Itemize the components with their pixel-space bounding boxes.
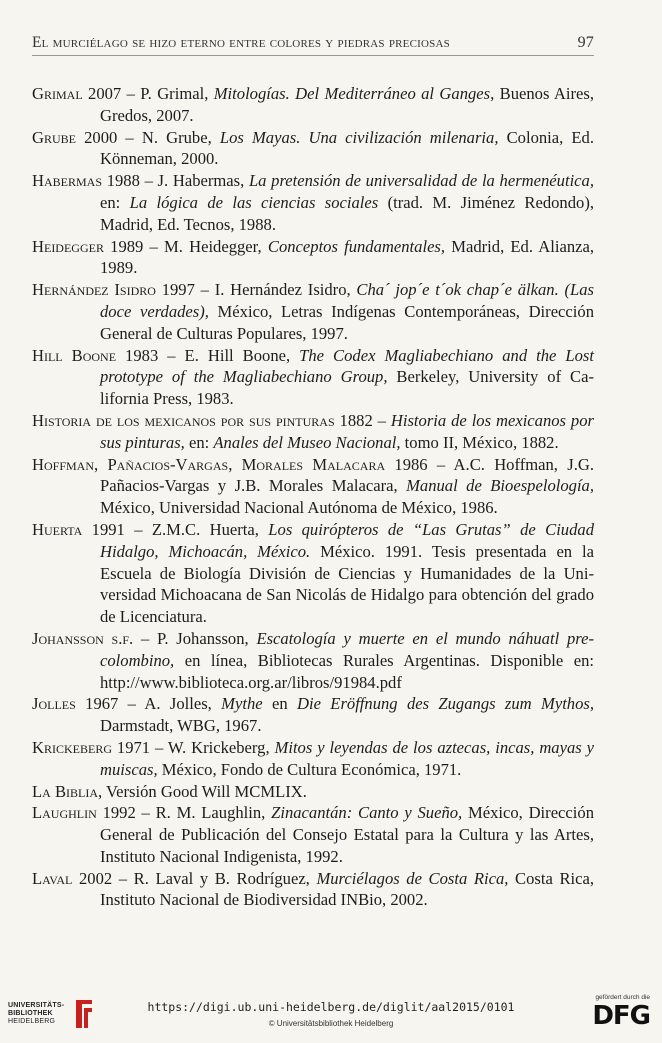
reference-text: 1989 – M. Heidegger, [103, 236, 268, 256]
reference-author: Heidegger [32, 236, 104, 256]
reference-entry [32, 868, 594, 912]
reference-text: 1992 – R. M. Laughlin, [96, 803, 272, 823]
reference-text: 1971 – W. Krickeberg, [112, 737, 275, 757]
reference-author: Grube [32, 127, 76, 147]
reference-text: Berkeley, University of California Press, 1983. [100, 367, 594, 409]
reference-text: , Versión Good Will MCMLIX. [98, 781, 307, 801]
reference-title: The Codex Magliabechiano and the Lost prototype of the Magliabechiano Group, [100, 345, 594, 387]
reference-author: Johansson s.f. [32, 628, 134, 648]
funder-note: gefördert durch die [595, 994, 650, 1001]
reference-text: – P. Johansson, [133, 628, 257, 648]
reference-author: Krickeberg [32, 737, 112, 757]
reference-entry [32, 236, 594, 280]
reference-title: Los quirópteros de “Las Grutas” de Ciudad Hidalgo, Michoacán, México. [100, 519, 594, 561]
reference-text: Colonia, Ed. Könneman, 2000. [100, 127, 595, 169]
reference-entry [32, 519, 594, 628]
reference-title: Conceptos fundamentales, [267, 236, 446, 256]
reference-author: Hernández Isidro [32, 280, 156, 300]
reference-text: en: [100, 192, 130, 212]
page-footer [0, 990, 662, 1043]
reference-title: Murciélagos de Costa Rica, [316, 868, 509, 888]
reference-entry [32, 127, 594, 171]
reference-title: La pretensión de universalidad de la hermenéutica, [248, 171, 594, 191]
reference-title: Mitologías. Del Mediterráneo al Ganges, [213, 84, 495, 103]
reference-text: 2002 – R. Laval y B. Rodríguez, [72, 868, 317, 888]
reference-title: Historia de los mexicanos por sus pinturas, [100, 410, 594, 452]
library-line-2: BIBLIOTHEK [8, 1010, 53, 1017]
running-head-title: El murciélago se hizo eterno entre colores y piedras preciosas [32, 34, 450, 51]
copyright-notice: © Universitätsbibliothek Heidelberg [268, 1019, 394, 1028]
library-line-3: HEIDELBERG [8, 1018, 56, 1025]
reference-author: Laughlin [32, 803, 97, 823]
reference-title: Zinacantán: Canto y Sueño, [271, 803, 463, 823]
reference-author: Historia de los mexicanos por sus pinturas [32, 410, 335, 430]
reference-author: Laval [32, 868, 73, 888]
reference-text: en línea, Bibliotecas Rurales Argentinas. Disponible en: http://www.biblioteca.org.ar/libros/91984.pdf [100, 650, 594, 692]
reference-text: México, Letras Indígenas Contemporáneas, Dirección General de Culturas Populares, 1997. [100, 301, 594, 343]
reference-title: Los Mayas. Una civilización milenaria, [219, 127, 499, 147]
reference-author: Grimal [32, 84, 83, 103]
reference-text: Darmstadt, WBG, 1967. [100, 716, 262, 736]
reference-entry [32, 693, 594, 737]
reference-author: Hoffman, Pañacios-Vargas, Morales Malacara [32, 454, 386, 474]
reference-entry [32, 279, 594, 344]
reference-title: Anales del Museo Nacional, [213, 432, 401, 452]
bibliography-list [32, 83, 594, 911]
reference-author: Huerta [32, 519, 83, 539]
reference-text: México, Dirección General de Publicación del Consejo Estatal para la Cultura y las Artes, Instituto Nacional Indigenista, 1992. [100, 803, 594, 866]
reference-text: 1988 – J. Habermas, [102, 171, 249, 191]
reference-text: 1986 – A.C. Hoffman, J.G. Pañacios-Vargas y J.B. Morales Malacara, [100, 454, 594, 496]
reference-text: México. 1991. Tesis presentada en la Escuela de Biología División de Ciencias y Humanidades de la Universidad Michoacana de San Nicolás de Hidalgo para obtención del grado de Licenciatura. [100, 541, 594, 627]
reference-title: Manual de Bioespelología, [406, 476, 594, 496]
reference-entry [32, 454, 594, 519]
running-head [32, 34, 594, 52]
reference-title: Die Eröffnung des Zugangs zum Mythos, [297, 694, 595, 714]
reference-text: México, Fondo de Cultura Económica, 1971. [157, 759, 462, 779]
reference-title: Cha´ jop´e t´ok chap´e älkan. (Las doce verdades), [100, 280, 594, 321]
document-url[interactable]: https://digi.ub.uni-heidelberg.de/diglit/aal2015/0101 [147, 1000, 515, 1014]
reference-entry [32, 410, 594, 454]
header-rule [32, 55, 594, 56]
reference-text: Madrid, Ed. Alianza, 1989. [100, 236, 594, 278]
reference-author: Hill Boone [32, 345, 117, 365]
reference-text: en: [184, 432, 214, 452]
reference-entry [32, 802, 594, 867]
library-line-1: UNIVERSITÄTS- [8, 1002, 65, 1009]
reference-title: Mythe [221, 694, 263, 714]
reference-text: México, Universidad Nacional Autónoma de México, 1986. [100, 498, 498, 518]
reference-text: Costa Rica, Instituto Nacional de Biodiversidad INBio, 2002. [100, 868, 595, 910]
reference-author: Jolles [32, 694, 76, 714]
reference-entry [32, 781, 594, 803]
reference-entry [32, 345, 594, 410]
reference-text: 1997 – I. Hernández Isidro, [155, 280, 357, 300]
reference-text: 2007 – P. Grimal, [82, 84, 214, 103]
reference-text: 2000 – N. Grube, [76, 127, 220, 147]
reference-text: 1991 – Z.M.C. Huerta, [82, 519, 269, 539]
reference-text: en [262, 694, 297, 714]
reference-text: 1967 – A. Jolles, [75, 694, 222, 714]
reference-entry [32, 170, 594, 235]
dfg-logo: DFG [592, 1001, 650, 1031]
reference-title: Escatología y muerte en el mundo náhuatl precolombino, [100, 628, 594, 670]
reference-text: 1983 – E. Hill Boone, [116, 345, 300, 365]
reference-author: Habermas [32, 171, 102, 191]
reference-title: Mitos y leyendas de los aztecas, incas, mayas y muiscas, [100, 737, 594, 779]
reference-author: La Biblia [32, 781, 99, 801]
reference-text: Buenos Aires, Gredos, 2007. [100, 84, 594, 125]
reference-text: (trad. M. Jiménez Redondo), Madrid, Ed. Tecnos, 1988. [100, 192, 594, 234]
reference-entry [32, 628, 594, 693]
reference-text: 1882 – [334, 410, 391, 430]
reference-text: tomo II, México, 1882. [400, 432, 559, 452]
reference-title: La lógica de las ciencias sociales [129, 192, 379, 212]
page-number: 97 [577, 34, 594, 51]
reference-entry [32, 83, 594, 127]
reference-entry [32, 737, 594, 781]
